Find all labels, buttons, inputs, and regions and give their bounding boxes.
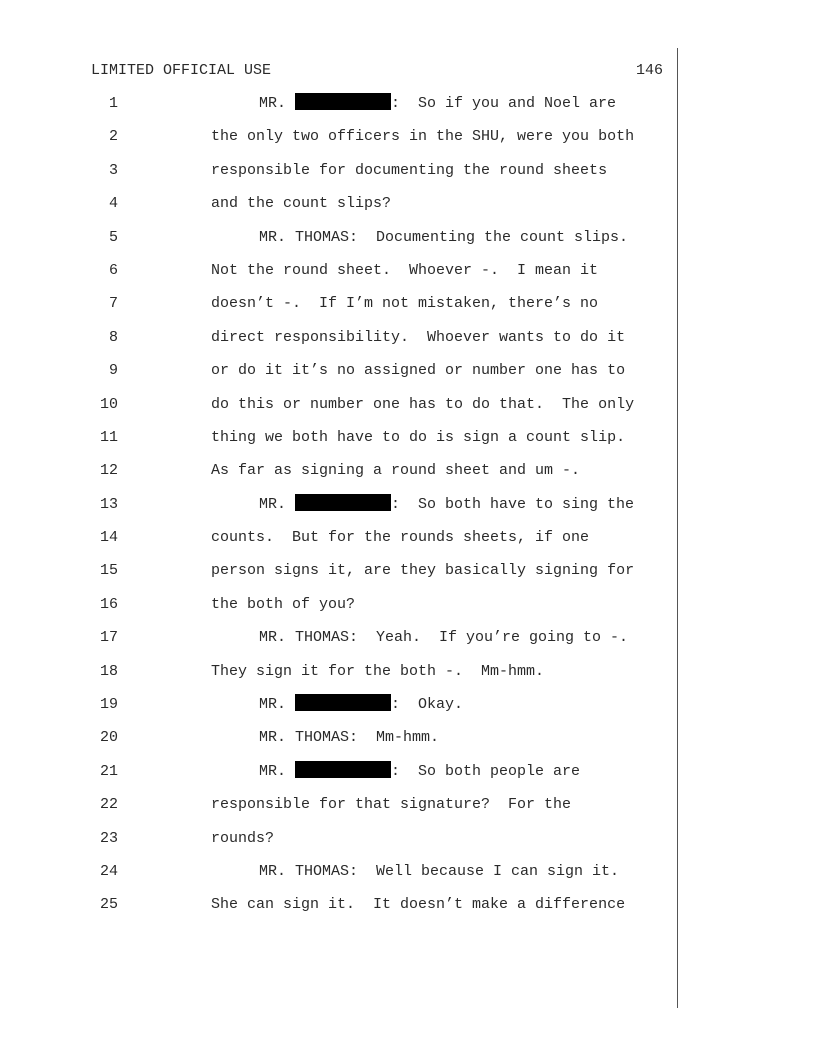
spoken-text: responsible for documenting the round sheets (211, 161, 608, 179)
line-text (211, 822, 274, 855)
spoken-text: MR. THOMAS: Yeah. If you’re going to -. (259, 629, 629, 647)
line-text (259, 755, 580, 788)
transcript-line (0, 721, 816, 754)
spoken-text: counts. But for the rounds sheets, if one (211, 529, 590, 547)
transcript-line (0, 154, 816, 187)
line-number: 25 (99, 896, 118, 914)
line-text (211, 588, 355, 621)
spoken-text: thing we both have to do is sign a count slip. (211, 428, 626, 446)
spoken-text: She can sign it. It doesn’t make a difference (211, 896, 626, 914)
transcript-line (0, 588, 816, 621)
spoken-text: As far as signing a round sheet and um -. (211, 462, 581, 480)
transcript-line (0, 521, 816, 554)
redaction-box (295, 494, 391, 511)
speaker-prefix: MR. (259, 762, 287, 780)
transcript-line (0, 120, 816, 153)
transcript-line (0, 488, 816, 521)
line-number: 14 (99, 529, 118, 547)
line-text (259, 621, 628, 654)
spoken-text: the both of you? (211, 595, 356, 613)
transcript-line (0, 187, 816, 220)
spoken-text: : Okay. (391, 696, 464, 714)
line-number: 17 (99, 629, 118, 647)
spoken-text: doesn’t -. If I’m not mistaken, there’s no (211, 295, 599, 313)
line-text (211, 788, 571, 821)
spoken-text: MR. THOMAS: Documenting the count slips. (259, 228, 629, 246)
line-number: 22 (99, 796, 118, 814)
transcript-line (0, 287, 816, 320)
transcript-line (0, 321, 816, 354)
transcript-line (0, 755, 816, 788)
spoken-text: or do it it’s no assigned or number one has to (211, 362, 626, 380)
line-text (211, 888, 625, 921)
spoken-text: MR. THOMAS: Mm-hmm. (259, 729, 440, 747)
transcript-line (0, 688, 816, 721)
line-number: 6 (108, 261, 118, 279)
line-number: 21 (99, 762, 118, 780)
line-number: 15 (99, 562, 118, 580)
transcript-line (0, 788, 816, 821)
transcript-lines (0, 87, 816, 922)
line-text (211, 655, 544, 688)
redaction-box (295, 761, 391, 778)
transcript-line (0, 621, 816, 654)
line-number: 18 (99, 662, 118, 680)
line-text (211, 521, 589, 554)
line-text (211, 554, 634, 587)
line-number: 8 (108, 328, 118, 346)
line-number: 12 (99, 462, 118, 480)
spoken-text: MR. THOMAS: Well because I can sign it. (259, 862, 620, 880)
speaker-prefix: MR. (259, 696, 287, 714)
spoken-text: person signs it, are they basically signing for (211, 562, 635, 580)
transcript-line (0, 421, 816, 454)
speaker-prefix: MR. (259, 95, 287, 112)
line-text (211, 120, 634, 153)
spoken-text: do this or number one has to do that. The only (211, 395, 635, 413)
line-text (259, 721, 439, 754)
line-text (211, 354, 625, 387)
classification-header: LIMITED OFFICIAL USE (91, 62, 272, 79)
line-text (211, 454, 580, 487)
spoken-text: They sign it for the both -. Mm-hmm. (211, 662, 545, 680)
line-number: 9 (108, 362, 118, 380)
redaction-box (295, 93, 391, 110)
transcript-line (0, 554, 816, 587)
transcript-line (0, 655, 816, 688)
spoken-text: : So both have to sing the (391, 495, 635, 513)
line-text (211, 421, 625, 454)
spoken-text: responsible for that signature? For the (211, 796, 572, 814)
spoken-text: and the count slips? (211, 195, 392, 213)
line-text (259, 688, 463, 721)
line-text (211, 321, 625, 354)
line-number: 3 (108, 161, 118, 179)
transcript-line (0, 855, 816, 888)
line-text (211, 187, 391, 220)
page-number: 146 (636, 62, 664, 79)
line-number: 10 (99, 395, 118, 413)
line-number: 11 (99, 428, 118, 446)
speaker-prefix: MR. (259, 495, 287, 513)
spoken-text: : So if you and Noel are (391, 95, 617, 112)
line-number: 16 (99, 595, 118, 613)
line-text (259, 855, 619, 888)
spoken-text: direct responsibility. Whoever wants to do it (211, 328, 626, 346)
line-number: 20 (99, 729, 118, 747)
line-text (211, 388, 634, 421)
spoken-text: Not the round sheet. Whoever -. I mean it (211, 261, 599, 279)
spoken-text: the only two officers in the SHU, were you both (211, 128, 635, 146)
transcript-line (0, 822, 816, 855)
line-number: 23 (99, 829, 118, 847)
spoken-text: rounds? (211, 829, 275, 847)
transcript-line (0, 87, 816, 120)
transcript-line (0, 221, 816, 254)
line-number: 4 (108, 195, 118, 213)
line-text (259, 87, 616, 120)
line-number: 1 (108, 95, 118, 112)
line-text (211, 287, 598, 320)
line-text (211, 254, 598, 287)
line-number: 2 (108, 128, 118, 146)
transcript-line (0, 888, 816, 921)
transcript-line (0, 388, 816, 421)
line-number: 5 (108, 228, 118, 246)
line-number: 13 (99, 495, 118, 513)
line-text (259, 221, 628, 254)
line-number: 24 (99, 862, 118, 880)
transcript-line (0, 454, 816, 487)
line-text (211, 154, 607, 187)
transcript-line (0, 254, 816, 287)
line-number: 7 (108, 295, 118, 313)
transcript-line (0, 354, 816, 387)
line-text (259, 488, 634, 521)
redaction-box (295, 694, 391, 711)
line-number: 19 (99, 696, 118, 714)
spoken-text: : So both people are (391, 762, 581, 780)
